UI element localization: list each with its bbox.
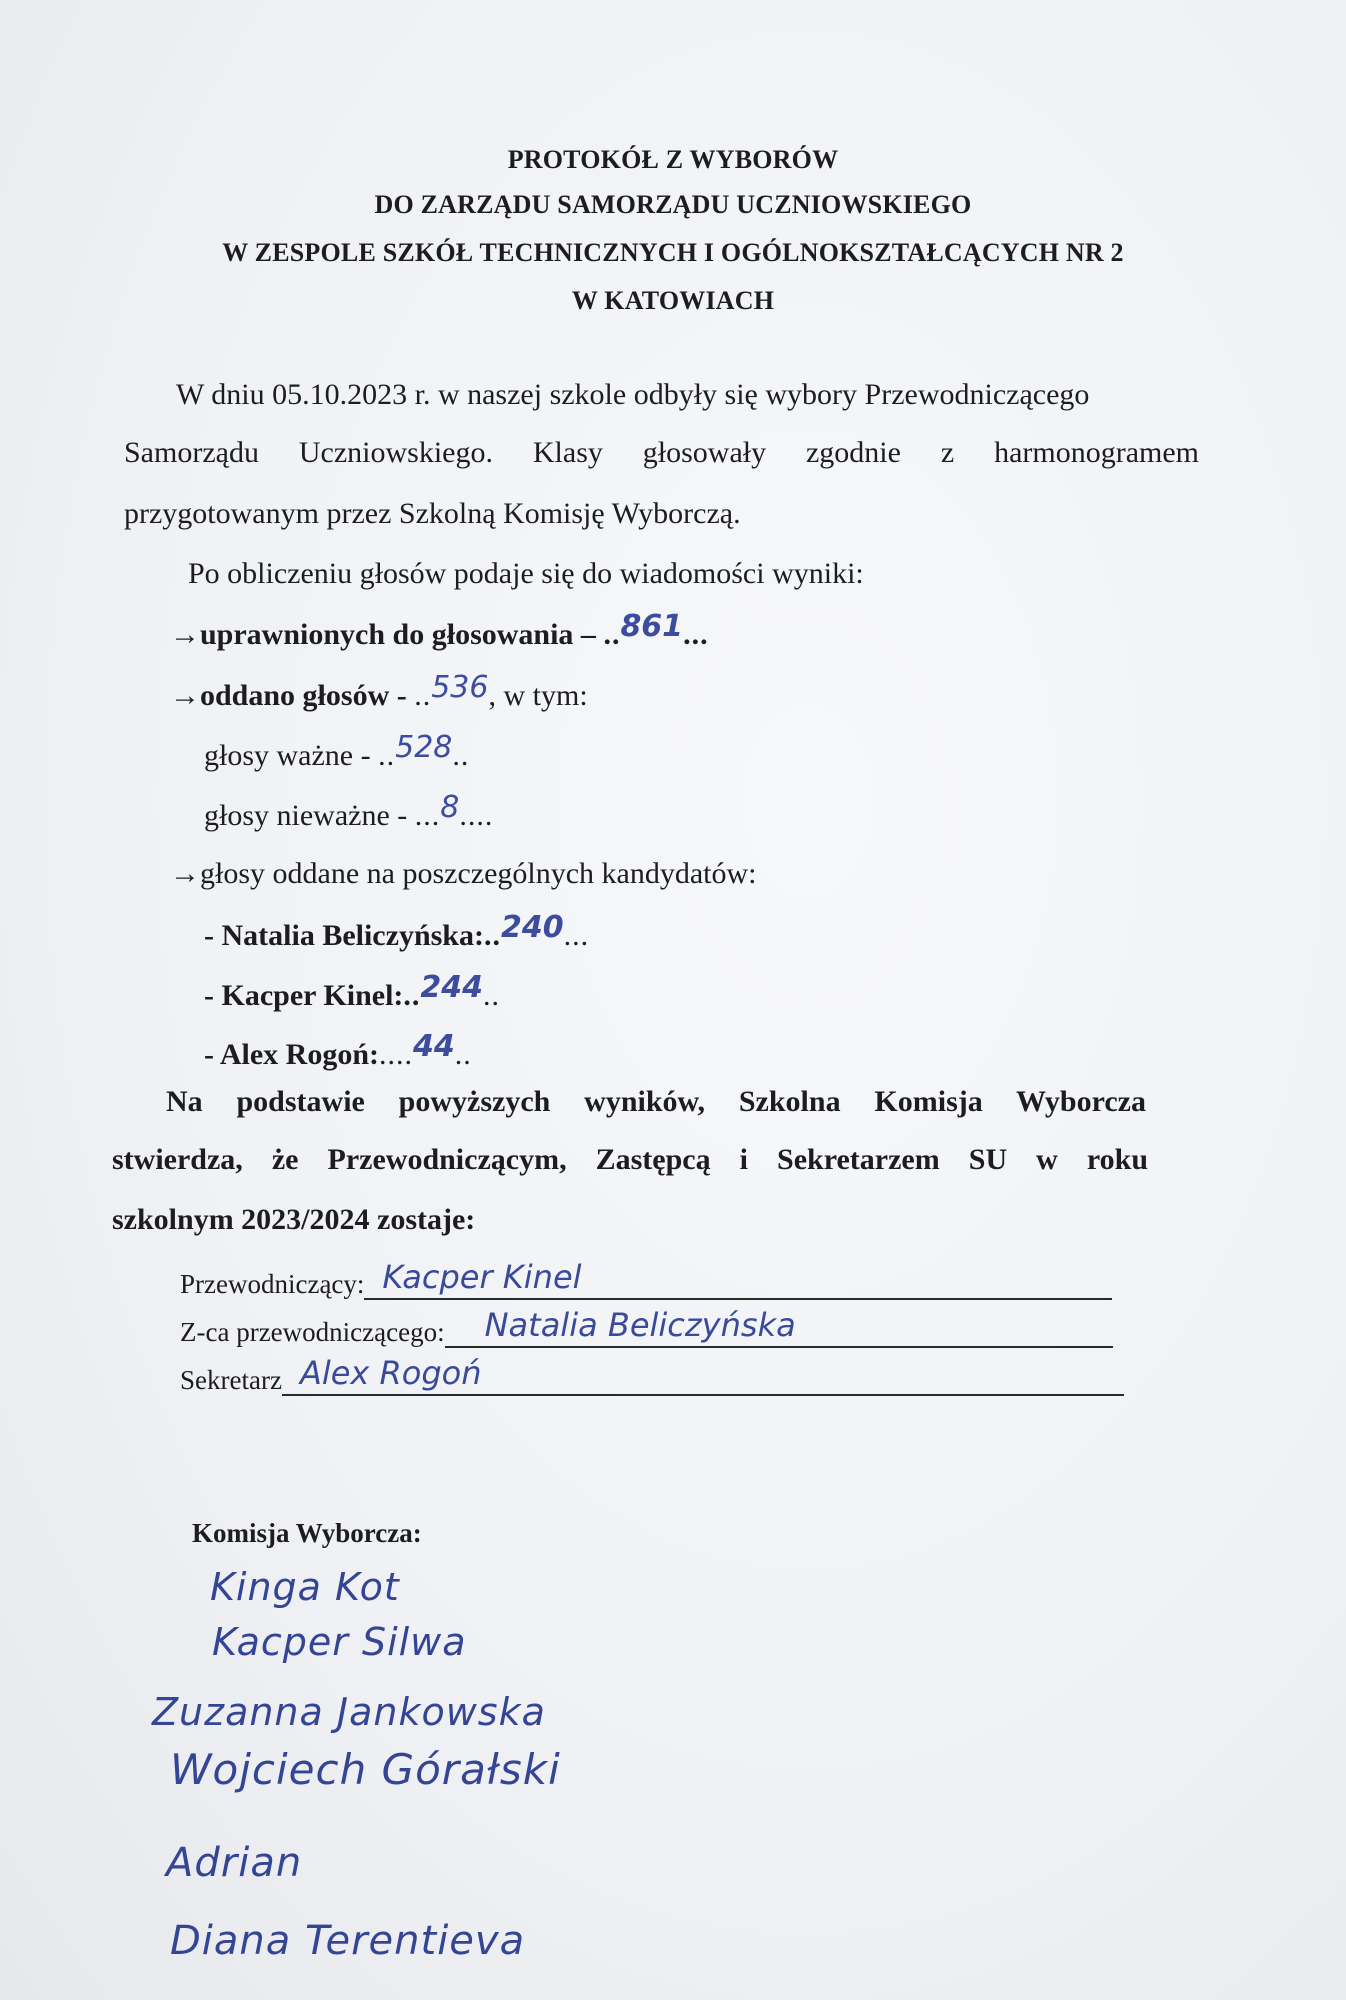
candidate-label: - Alex Rogoń: xyxy=(204,1038,379,1071)
candidates-label: →głosy oddane na poszczególnych kandydatów: xyxy=(170,857,757,890)
candidate-row: - Alex Rogoń:....44.. xyxy=(204,1029,472,1071)
candidate-votes: 44 xyxy=(413,1029,455,1064)
signature: Wojciech Górałski xyxy=(170,1745,561,1794)
header-line-2: DO ZARZĄDU SAMORZĄDU UCZNIOWSKIEGO xyxy=(374,190,972,219)
intro-line-4: Po obliczeniu głosów podaje się do wiadomości wyniki: xyxy=(188,557,864,590)
cast-label: →oddano głosów - xyxy=(170,679,415,712)
signature: Adrian xyxy=(166,1840,303,1886)
conclusion-line-2: stwierdza, że Przewodniczącym, Zastępcą i Sekretarzem SU w roku xyxy=(112,1143,1148,1176)
chair-name: Kacper Kinel xyxy=(382,1258,582,1296)
conclusion-line-1: Na podstawie powyższych wyników, Szkolna Komisja Wyborcza xyxy=(166,1085,1146,1118)
candidate-votes: 244 xyxy=(420,970,484,1005)
deputy-name: Natalia Beliczyńska xyxy=(484,1306,796,1344)
intro-line-1: W dniu 05.10.2023 r. w naszej szkole odbyły się wybory Przewodniczącego xyxy=(176,378,1090,411)
candidate-votes: 240 xyxy=(500,910,564,945)
chair-label: Przewodniczący: xyxy=(180,1269,365,1299)
valid-label: głosy ważne - xyxy=(204,739,379,772)
signature: Kinga Kot xyxy=(210,1565,400,1609)
eligible-row: →uprawnionych do głosowania – ..861... xyxy=(170,609,709,651)
conclusion-line-3: szkolnym 2023/2024 zostaje: xyxy=(112,1203,476,1236)
eligible-label: →uprawnionych do głosowania – xyxy=(170,618,604,651)
deputy-row xyxy=(180,1306,1113,1348)
invalid-label: głosy nieważne - xyxy=(204,799,415,832)
signature: Diana Terentieva xyxy=(170,1918,526,1964)
intro-line-2: Samorządu Uczniowskiego. Klasy głosowały zgodnie z harmonogramem xyxy=(124,436,1199,469)
intro-line-3: przygotowanym przez Szkolną Komisję Wyborczą. xyxy=(124,497,741,530)
candidate-label: - Natalia Beliczyńska: xyxy=(204,919,484,952)
invalid-value: 8 xyxy=(440,790,460,825)
header-line-1: PROTOKÓŁ Z WYBORÓW xyxy=(507,145,839,174)
candidate-label: - Kacper Kinel: xyxy=(204,979,404,1012)
secretary-name: Alex Rogoń xyxy=(299,1354,482,1392)
header-line-4: W KATOWIACH xyxy=(571,286,775,315)
chair-row xyxy=(180,1258,1112,1300)
secretary-label: Sekretarz xyxy=(180,1365,282,1395)
valid-row: głosy ważne - ..528.. xyxy=(204,730,470,772)
eligible-value: 861 xyxy=(620,609,684,644)
candidate-row: - Natalia Beliczyńska:..240... xyxy=(204,910,590,952)
secretary-row xyxy=(180,1354,1124,1396)
deputy-label: Z-ca przewodniczącego: xyxy=(180,1317,445,1347)
commission-label: Komisja Wyborcza: xyxy=(192,1518,422,1548)
valid-value: 528 xyxy=(395,730,453,765)
signature: Zuzanna Jankowska xyxy=(152,1690,546,1734)
cast-suffix: , w tym: xyxy=(488,679,588,712)
invalid-row: głosy nieważne - ...8.... xyxy=(204,790,494,832)
header-line-3: W ZESPOLE SZKÓŁ TECHNICZNYCH I OGÓLNOKSZTAŁCĄCYCH NR 2 xyxy=(222,238,1124,267)
candidate-row: - Kacper Kinel:..244.. xyxy=(204,970,501,1012)
cast-row: →oddano głosów - ..536, w tym: xyxy=(170,670,588,712)
signature: Kacper Silwa xyxy=(212,1620,467,1664)
cast-value: 536 xyxy=(431,670,489,705)
